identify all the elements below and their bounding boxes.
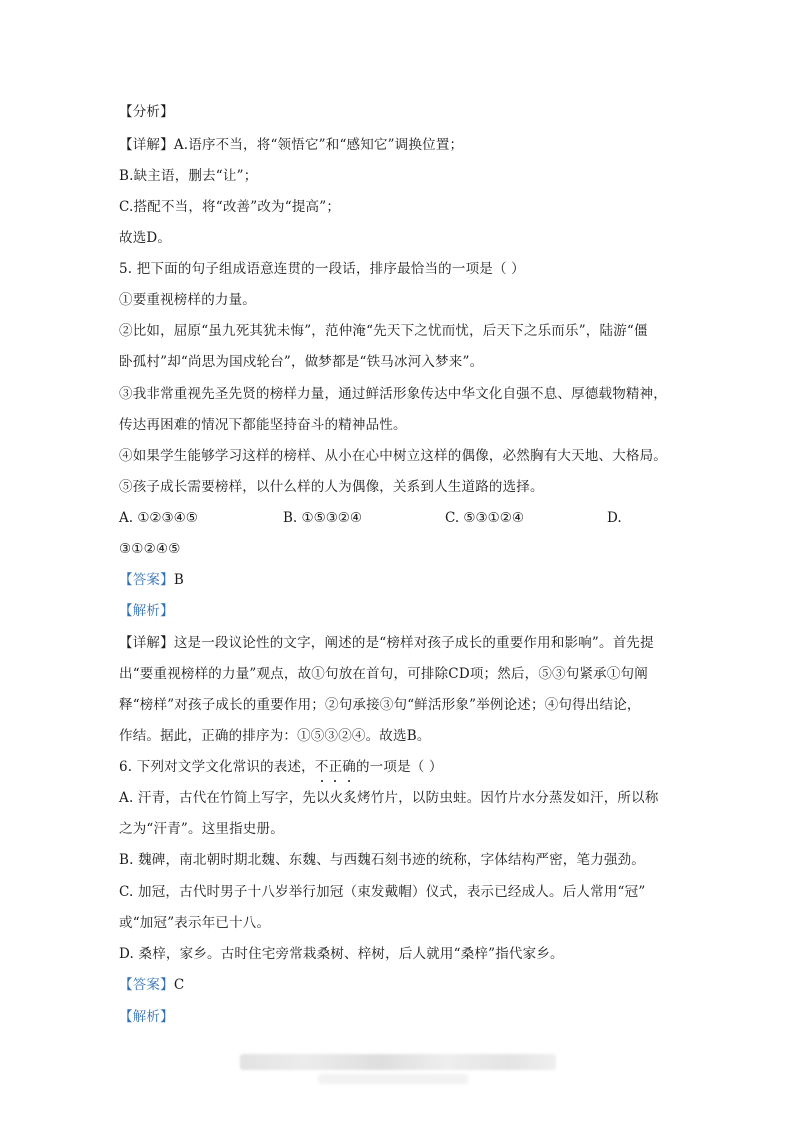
q5-stem: 5. 把下面的句子组成语意连贯的一段话，排序最恰当的一项是（ ） xyxy=(119,261,525,277)
q5-option-c: C. ⑤③①②④ xyxy=(445,510,524,526)
q5-detail-line1-text: 这是一段议论性的文字，阐述的是“榜样对孩子成长的重要作用和影响”。首先提 xyxy=(173,635,654,651)
q6-option-c-line2: 或“加冠”表示年已十八。 xyxy=(119,915,271,931)
q4-detail-c: C.搭配不当，将“改善”改为“提高”； xyxy=(119,199,341,215)
q5-sentence-4: ④如果学生能够学习这样的榜样、从小在心中树立这样的偶像，必然胸有大天地、大格局。 xyxy=(119,448,667,464)
q5-detail-line4: 作结。据此，正确的排序为：①⑤③②④。故选B。 xyxy=(119,728,431,744)
blurred-footer-watermark xyxy=(240,1054,556,1070)
q5-answer-label: 【答案】 xyxy=(119,572,174,588)
q6-option-b: B. 魏碑，南北朝时期北魏、东魏、与西魏石刻书迹的统称，字体结构严密，笔力强劲。 xyxy=(119,852,646,868)
q4-detail-a-text: A.语序不当，将“领悟它”和“感知它”调换位置； xyxy=(173,137,464,153)
q5-sentence-3-line1: ③我非常重视先圣先贤的榜样力量，通过鲜活形象传达中华文化自强不息、厚德载物精神， xyxy=(119,386,667,402)
q5-sentence-2-line2: 卧孤村”却“尚思为国戍轮台”，做梦都是“铁马冰河入梦来”。 xyxy=(119,354,484,370)
q5-answer-value: B xyxy=(173,572,184,588)
q5-detail-line1 xyxy=(119,634,654,652)
q5-option-a: A. ①②③④⑤ xyxy=(119,510,198,526)
q5-sentence-5: ⑤孩子成长需要榜样，以什么样的人为偶像，关系到人生道路的选择。 xyxy=(119,479,544,495)
q6-stem-emphasis xyxy=(315,759,356,775)
q5-detail-label: 【详解】 xyxy=(119,635,174,651)
q5-sentence-2-line1: ②比如，屈原“虽九死其犹未悔”，范仲淹“先天下之忧而忧，后天下之乐而乐”，陆游“僵 xyxy=(119,323,648,339)
analysis-header: 【分析】 xyxy=(119,104,174,120)
q4-detail-b: B.缺主语，删去“让”； xyxy=(119,168,258,184)
q6-stem-before: 6. 下列对文学文化常识的表述， xyxy=(119,759,315,775)
q5-answer xyxy=(119,571,184,589)
q6-option-a-line1: A. 汗青，古代在竹简上写字，先以火炙烤竹片，以防虫蛀。因竹片水分蒸发如汗，所以称 xyxy=(119,790,659,806)
q6-explain-label: 【解析】 xyxy=(119,1009,174,1025)
q5-detail-line3: 释“榜样”对孩子成长的重要作用；②句承接③句“鲜活形象”举例论述；④句得出结论， xyxy=(119,697,641,713)
q5-explain-label: 【解析】 xyxy=(119,603,174,619)
q5-sentence-1: ①要重视榜样的力量。 xyxy=(119,292,256,308)
q5-option-d: D. xyxy=(607,510,622,526)
q4-detail-label: 【详解】 xyxy=(119,137,174,153)
q5-option-b: B. ①⑤③②④ xyxy=(283,510,363,526)
emphasis-char: 不 xyxy=(314,759,329,775)
q6-answer xyxy=(119,976,184,994)
q5-sentence-3-line2: 传达再困难的情况下都能坚持奋斗的精神品性。 xyxy=(119,417,407,433)
blurred-footer-subline xyxy=(318,1074,468,1084)
q4-detail-a xyxy=(119,136,463,154)
q5-option-d-value: ③①②④⑤ xyxy=(119,541,181,557)
q6-stem-after: 的一项是（ ） xyxy=(355,759,443,775)
q6-option-c-line1: C. 加冠，古代时男子十八岁举行加冠（束发戴帽）仪式，表示已经成人。后人常用“冠” xyxy=(119,884,646,900)
q5-detail-line2: 出“要重视榜样的力量”观点，故①句放在首句，可排除CD项；然后，⑤③句紧承①句阐 xyxy=(119,666,648,682)
emphasis-char: 确 xyxy=(342,759,356,775)
emphasis-char: 正 xyxy=(328,759,343,775)
q4-conclusion: 故选D。 xyxy=(119,230,172,246)
q6-stem xyxy=(119,758,443,776)
q6-option-a-line2: 之为“汗青”。这里指史册。 xyxy=(119,821,284,837)
q6-answer-value: C xyxy=(173,977,185,993)
q6-answer-label: 【答案】 xyxy=(119,977,174,993)
q6-option-d: D. 桑梓，家乡。古时住宅旁常栽桑树、梓树，后人就用“桑梓”指代家乡。 xyxy=(119,946,564,962)
